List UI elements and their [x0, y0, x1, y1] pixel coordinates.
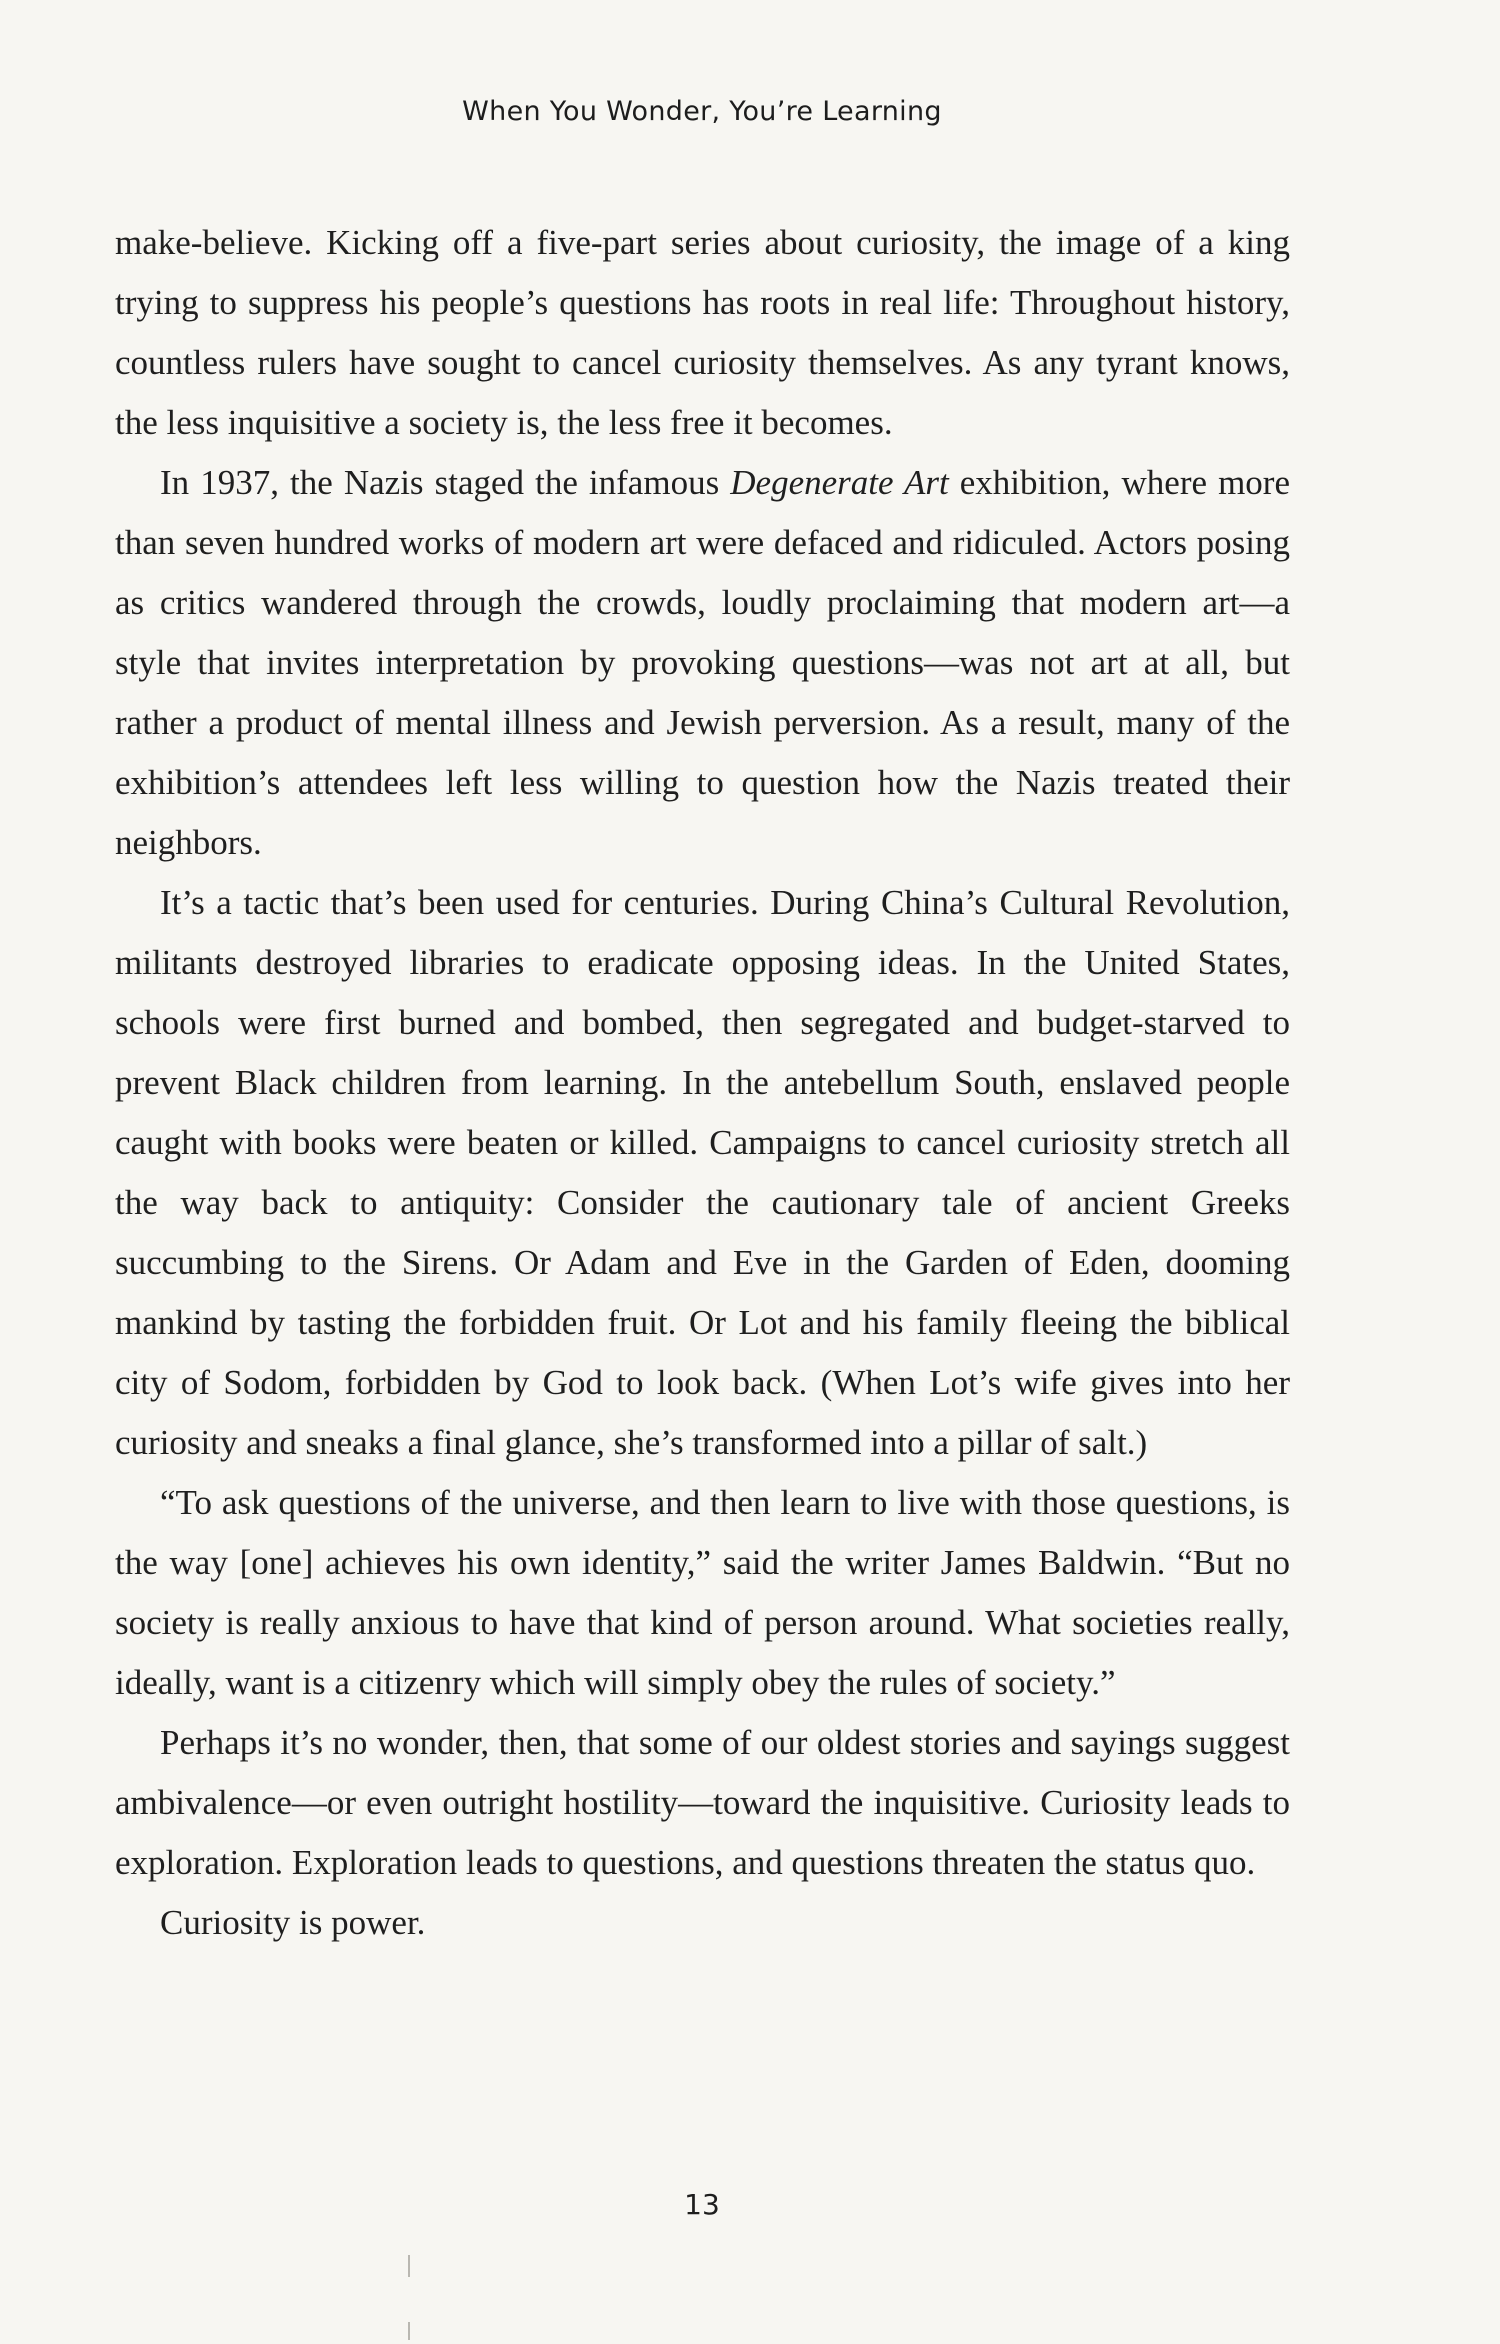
paragraph-2	[115, 453, 1290, 873]
paragraph-5: Perhaps it’s no wonder, then, that some of our oldest stories and sayings suggest ambivalence—or even outright hostility—toward the inquisitive. Curiosity leads to exploration. Exploration leads to questions, and questions threaten the status quo.	[115, 1723, 1290, 1882]
paragraph-2-lead: In 1937, the Nazis staged the infamous	[160, 463, 731, 502]
paragraph-2-rest: exhibition, where more than seven hundred works of modern art were defaced and ridiculed. Actors posing as critics wandered through the crowds, loudly proclaiming that modern art—a style that invites interpretation by provoking questions—was not art at all, but rather a product of mental illness and Jewish perversion. As a result, many of the exhibition’s attendees left less willing to question how the Nazis treated their neighbors.	[115, 463, 1290, 862]
body-text	[115, 213, 1290, 1953]
running-head: When You Wonder, You’re Learning	[462, 96, 942, 127]
paragraph-3: It’s a tactic that’s been used for centuries. During China’s Cultural Revolution, militants destroyed libraries to eradicate opposing ideas. In the United States, schools were first burned and bombed, then segregated and budget-starved to prevent Black children from learning. In the antebellum South, enslaved people caught with books were beaten or killed. Campaigns to cancel curiosity stretch all the way back to antiquity: Consider the cautionary tale of ancient Greeks succumbing to the Sirens. Or Adam and Eve in the Garden of Eden, dooming mankind by tasting the forbidden fruit. Or Lot and his family fleeing the biblical city of Sodom, forbidden by God to look back. (When Lot’s wife gives into her curiosity and sneaks a final glance, she’s transformed into a pillar of salt.)	[115, 883, 1290, 1462]
paragraph-6: Curiosity is power.	[160, 1903, 426, 1942]
page-number: 13	[684, 2188, 720, 2221]
paragraph-4-quote: “To ask questions of the universe, and then learn to live with those questions, is the way [one] achieves his own identity,” said the writer James Baldwin. “But no society is really anxious to have that kind of person around. What societies really, ideally, want is a citizenry which will simply obey the rules of society.”	[115, 1483, 1290, 1702]
exhibition-title: Degenerate Art	[730, 463, 949, 502]
paragraph-1: make-believe. Kicking off a five-part series about curiosity, the image of a king trying to suppress his people’s questions has roots in real life: Throughout history, countless rulers have sought to cancel curiosity themselves. As any tyrant knows, the less inquisitive a society is, the less free it becomes.	[115, 223, 1290, 442]
scan-artifact-line	[408, 2322, 410, 2340]
scan-artifact-line	[408, 2255, 410, 2277]
